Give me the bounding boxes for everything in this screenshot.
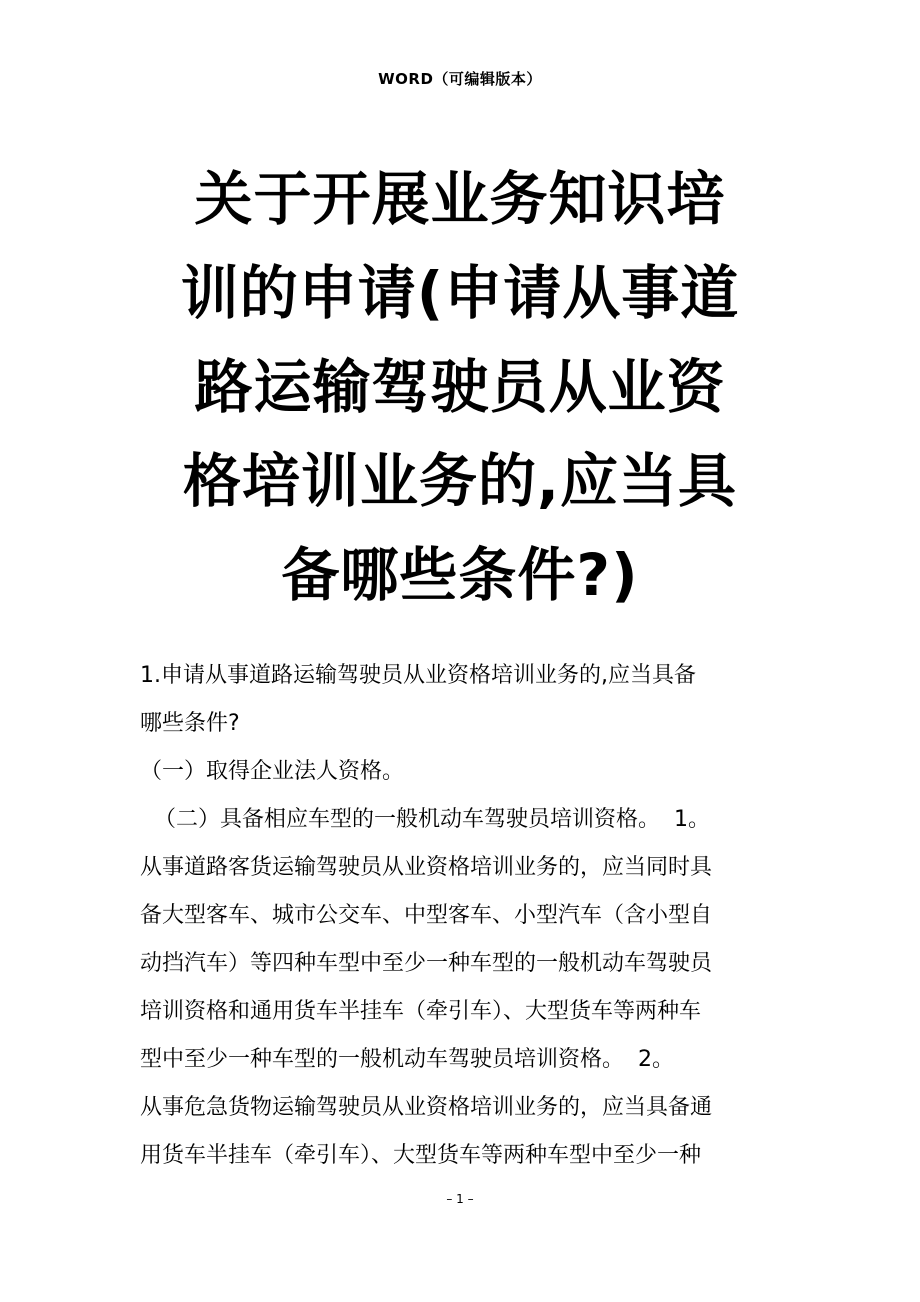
document-title [130,152,790,622]
body-line: 型中至少一种车型的一般机动车驾驶员培训资格。 2。 [140,1047,674,1072]
title-line: 关于开展业务知识培 [194,165,726,233]
body-line: 哪些条件? [140,711,240,736]
body-line: 动挡汽车）等四种车型中至少一种车型的一般机动车驾驶员 [140,951,713,976]
body-line: 培训资格和通用货车半挂车（牵引车）、大型货车等两种车 [140,999,702,1024]
body-line: 从事危急货物运输驾驶员从业资格培训业务的，应当具备通 [140,1095,713,1120]
document-body [140,652,790,1180]
title-line: 备哪些条件?) [281,541,639,609]
body-line: 从事道路客货运输驾驶员从业资格培训业务的，应当同时具 [140,855,713,880]
page-header: WORD（可编辑版本） [378,70,542,88]
body-line: 1.申请从事道路运输驾驶员从业资格培训业务的,应当具备 [140,663,696,688]
title-line: 训的申请(申请从事道 [180,259,740,327]
body-line: 用货车半挂车（牵引车）、大型货车等两种车型中至少一种 [140,1143,702,1168]
title-line: 路运输驾驶员从业资 [194,353,726,421]
body-line: 备大型客车、城市公交车、中型客车、小型汽车（含小型自 [140,903,713,928]
body-line: （一）取得企业法人资格。 [140,759,405,784]
body-line: （二）具备相应车型的一般机动车驾驶员培训资格。 1。 [140,807,710,832]
page-number: – 1 – [446,1192,474,1206]
title-line: 格培训业务的,应当具 [182,447,738,515]
